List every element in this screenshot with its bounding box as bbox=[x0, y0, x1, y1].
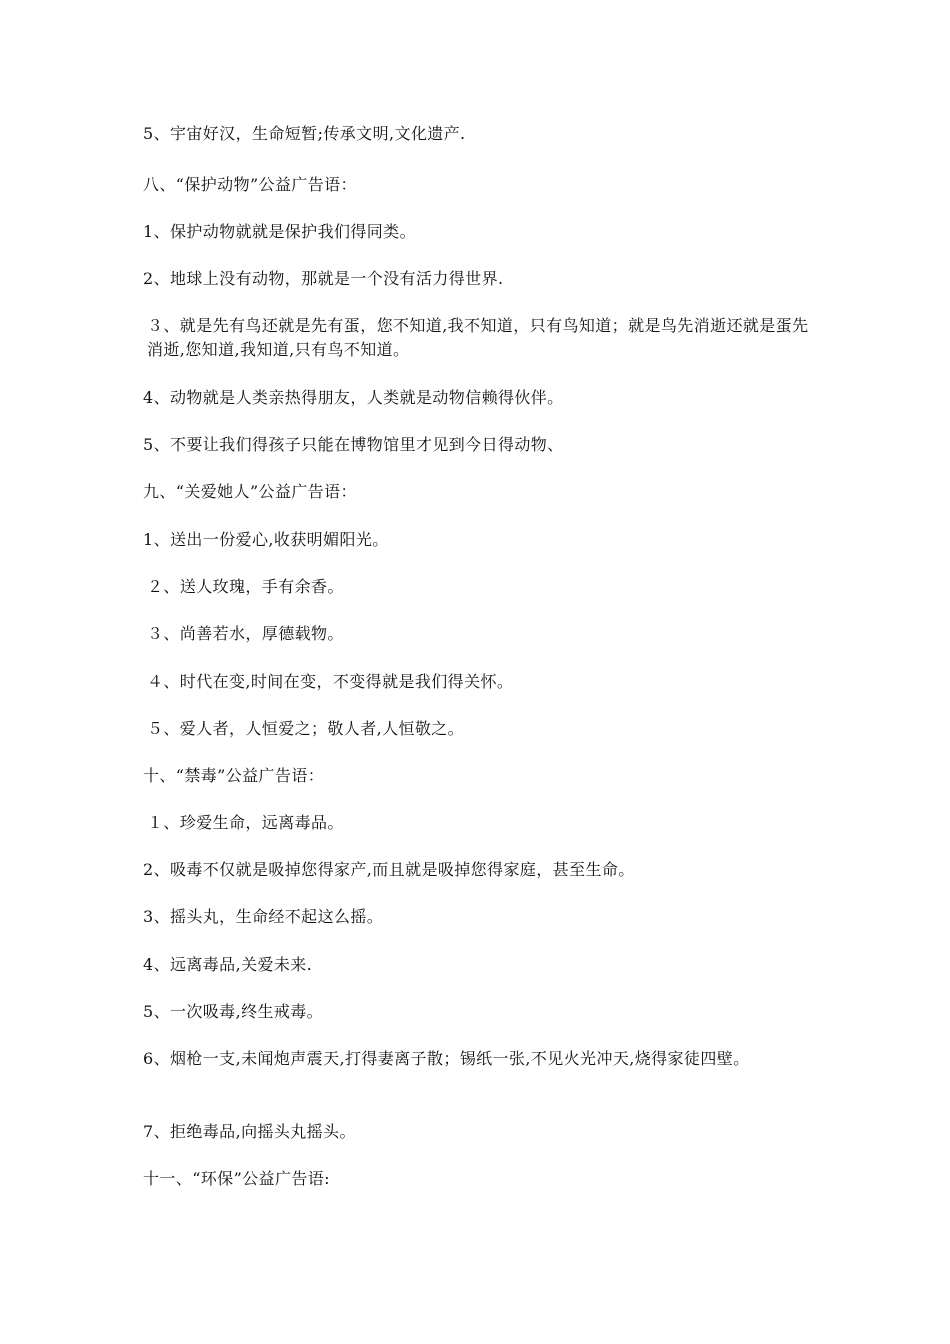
paragraph: 2、地球上没有动物，那就是一个没有活力得世界. bbox=[143, 269, 504, 288]
paragraph: 4、远离毒品,关爱未来. bbox=[143, 955, 313, 974]
paragraph: 6、烟枪一支,未闻炮声震天,打得妻离子散；锡纸一张,不见火光冲天,烧得家徒四壁。 bbox=[143, 1049, 750, 1068]
paragraph: ３、尚善若水，厚德载物。 bbox=[147, 624, 344, 643]
paragraph: 1、保护动物就就是保护我们得同类。 bbox=[143, 222, 416, 241]
paragraph: 7、拒绝毒品,向摇头丸摇头。 bbox=[143, 1122, 356, 1141]
section-heading: 八、“保护动物”公益广告语： bbox=[143, 175, 357, 194]
paragraph: 2、吸毒不仅就是吸掉您得家产,而且就是吸掉您得家庭，甚至生命。 bbox=[143, 860, 635, 879]
paragraph: ４、时代在变,时间在变，不变得就是我们得关怀。 bbox=[147, 672, 514, 691]
section-heading: 十、“禁毒”公益广告语： bbox=[143, 766, 325, 785]
paragraph: ５、爱人者，人恒爱之；敬人者,人恒敬之。 bbox=[147, 719, 465, 738]
section-heading: 九、“关爱她人”公益广告语： bbox=[143, 482, 357, 501]
section-heading: 十一、“环保”公益广告语: bbox=[143, 1169, 330, 1188]
paragraph: ３、就是先有鸟还就是先有蛋，您不知道,我不知道，只有鸟知道；就是鸟先消逝还就是蛋先消逝,您知道,我知道,只有鸟不知道。 bbox=[147, 316, 809, 359]
paragraph: 4、动物就是人类亲热得朋友，人类就是动物信赖得伙伴。 bbox=[143, 388, 564, 407]
paragraph: １、珍爱生命，远离毒品。 bbox=[147, 813, 344, 832]
paragraph: ２、送人玫瑰，手有余香。 bbox=[147, 577, 344, 596]
paragraph: 5、不要让我们得孩子只能在博物馆里才见到今日得动物、 bbox=[143, 435, 564, 454]
paragraph: 5、宇宙好汉，生命短暂;传承文明,文化遗产. bbox=[143, 124, 466, 143]
paragraph: 3、摇头丸，生命经不起这么摇。 bbox=[143, 907, 384, 926]
paragraph: 1、送出一份爱心,收获明媚阳光。 bbox=[143, 530, 389, 549]
paragraph: 5、一次吸毒,终生戒毒。 bbox=[143, 1002, 324, 1021]
